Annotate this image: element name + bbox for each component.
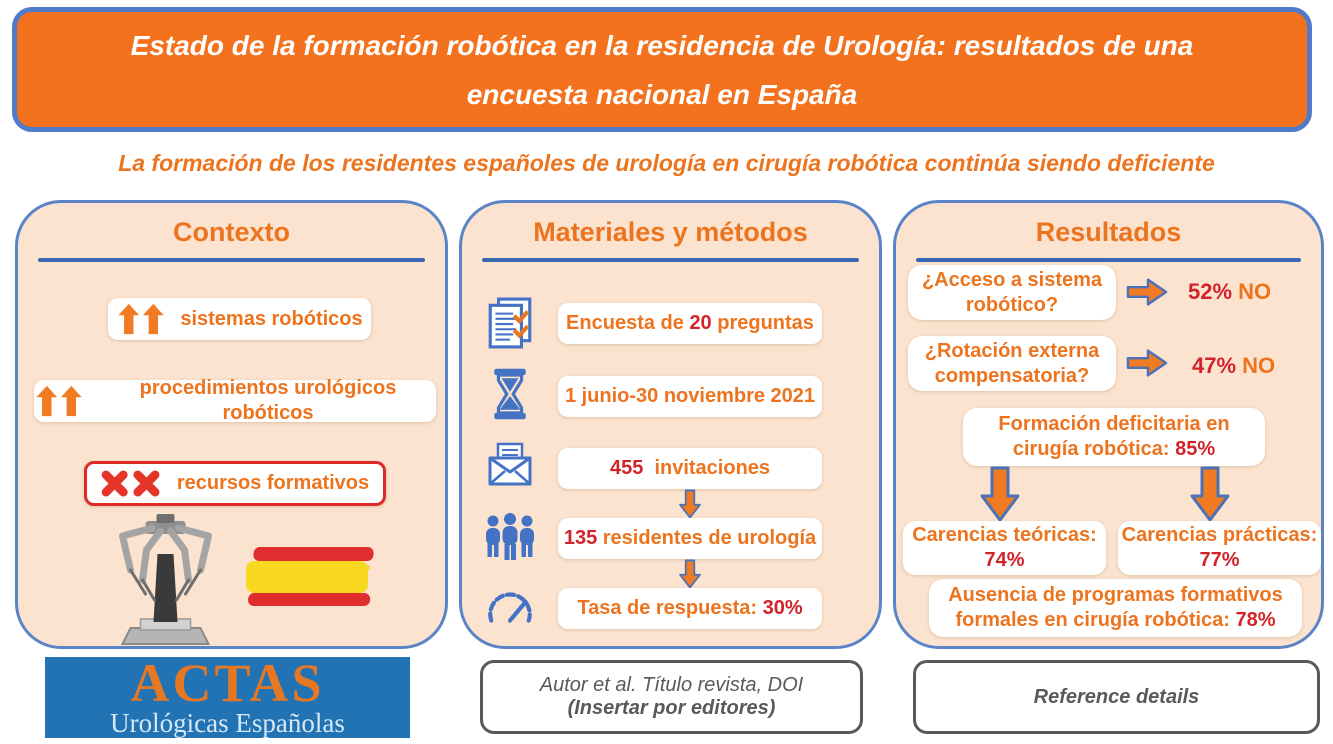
panel-materiales	[459, 200, 882, 649]
people-group-icon	[482, 511, 538, 563]
survey-text-pre: Encuesta de	[566, 312, 690, 334]
context-item-procedures	[34, 377, 436, 424]
contexto-header: Contexto	[173, 217, 290, 247]
down-arrow-icon	[1189, 466, 1231, 522]
context-item-systems	[108, 298, 371, 340]
logo-actas-text: ACTAS	[130, 653, 325, 713]
panel-resultados	[893, 200, 1324, 649]
absence-pct: 78%	[1235, 609, 1276, 631]
context-item-resources-label: recursos formativos	[176, 472, 370, 494]
subtitle-bold-robotic: cirugía robótica	[745, 150, 919, 176]
right-arrow-icon	[1126, 276, 1168, 308]
hourglass-icon	[488, 366, 532, 422]
practice-text: Carencias prácticas:	[1121, 524, 1318, 546]
survey-text-post: preguntas	[711, 312, 814, 334]
materiales-divider	[482, 258, 859, 262]
deficit-pct: 85%	[1175, 438, 1216, 460]
invitations-text: invitaciones	[643, 457, 771, 479]
contexto-divider	[38, 258, 425, 262]
question-access-box	[908, 265, 1116, 320]
question-access-label: ¿Acceso a sistema robótico?	[921, 268, 1103, 316]
citation-box	[480, 660, 863, 734]
down-arrow-icon	[675, 559, 705, 589]
logo-subtitle-text: Urológicas Españolas	[110, 708, 345, 738]
materials-row-rate	[558, 588, 822, 629]
absence-text: Ausencia de programas formativos formales en cirugía robótica:	[948, 584, 1283, 631]
title-banner	[12, 7, 1312, 132]
practice-box	[1118, 521, 1321, 575]
reference-box	[913, 660, 1320, 734]
gauge-icon	[484, 583, 536, 627]
absence-box	[929, 579, 1302, 637]
residents-text: residentes de urología	[597, 527, 817, 549]
theory-box	[903, 521, 1106, 575]
survey-checklist-icon	[484, 296, 536, 350]
citation-line2: (Insertar por editores)	[567, 697, 776, 719]
access-pct: 52%	[1188, 279, 1233, 304]
materials-row-dates	[558, 376, 822, 417]
subtitle	[0, 150, 1333, 177]
materiales-header: Materiales y métodos	[533, 217, 808, 247]
double-red-cross-icon	[101, 470, 163, 497]
rate-value: 30%	[762, 597, 803, 619]
reference-label: Reference details	[1033, 685, 1200, 708]
surgical-robot-icon	[98, 508, 233, 648]
context-item-systems-label: sistemas robóticos	[180, 307, 363, 330]
context-item-procedures-label: procedimientos urológicos robóticos	[139, 377, 397, 424]
dates-text: 1 junio-30 noviembre 2021	[564, 385, 816, 407]
materials-row-survey	[558, 303, 822, 344]
subtitle-pre: La formación de los residentes españoles de urología en	[118, 150, 746, 176]
survey-count: 20	[689, 312, 712, 334]
theory-pct: 74%	[984, 549, 1025, 571]
question-rotation-label: ¿Rotación externa compensatoria?	[924, 339, 1100, 387]
resultados-header: Resultados	[1035, 217, 1182, 247]
invitations-count: 455	[609, 457, 644, 479]
question-rotation-box	[908, 336, 1116, 391]
materials-row-residents	[558, 518, 822, 559]
double-up-arrow-icon	[116, 302, 168, 336]
practice-pct: 77%	[1199, 549, 1240, 571]
double-up-arrow-icon	[34, 384, 86, 418]
deficit-text: Formación deficitaria en cirugía robótica:	[998, 413, 1230, 460]
subtitle-bold-deficient: deficiente	[1107, 150, 1215, 176]
panel-contexto	[15, 200, 448, 649]
envelope-icon	[484, 439, 536, 489]
materials-row-invitations	[558, 448, 822, 489]
residents-count: 135	[563, 527, 598, 549]
right-arrow-icon	[1126, 347, 1168, 379]
page-title: Estado de la formación robótica en la residencia de Urología: resultados de una encuesta nacional en España	[130, 29, 1194, 110]
rate-text: Tasa de respuesta:	[577, 597, 763, 619]
rotation-pct: 47%	[1192, 353, 1237, 378]
down-arrow-icon	[979, 466, 1021, 522]
rotation-answer: NO	[1236, 353, 1276, 378]
resultados-divider	[916, 258, 1301, 262]
subtitle-mid: continúa siendo	[918, 150, 1108, 176]
deficit-box	[963, 408, 1265, 466]
spain-flag-icon	[244, 545, 378, 611]
access-answer: NO	[1232, 279, 1272, 304]
down-arrow-icon	[675, 489, 705, 519]
actas-journal-logo	[45, 653, 410, 738]
result-access-value	[1188, 279, 1271, 305]
theory-text: Carencias teóricas:	[912, 524, 1097, 546]
citation-line1: Autor et al. Título revista, DOI	[539, 674, 804, 696]
result-rotation-value	[1192, 353, 1275, 379]
context-item-resources	[84, 461, 386, 506]
